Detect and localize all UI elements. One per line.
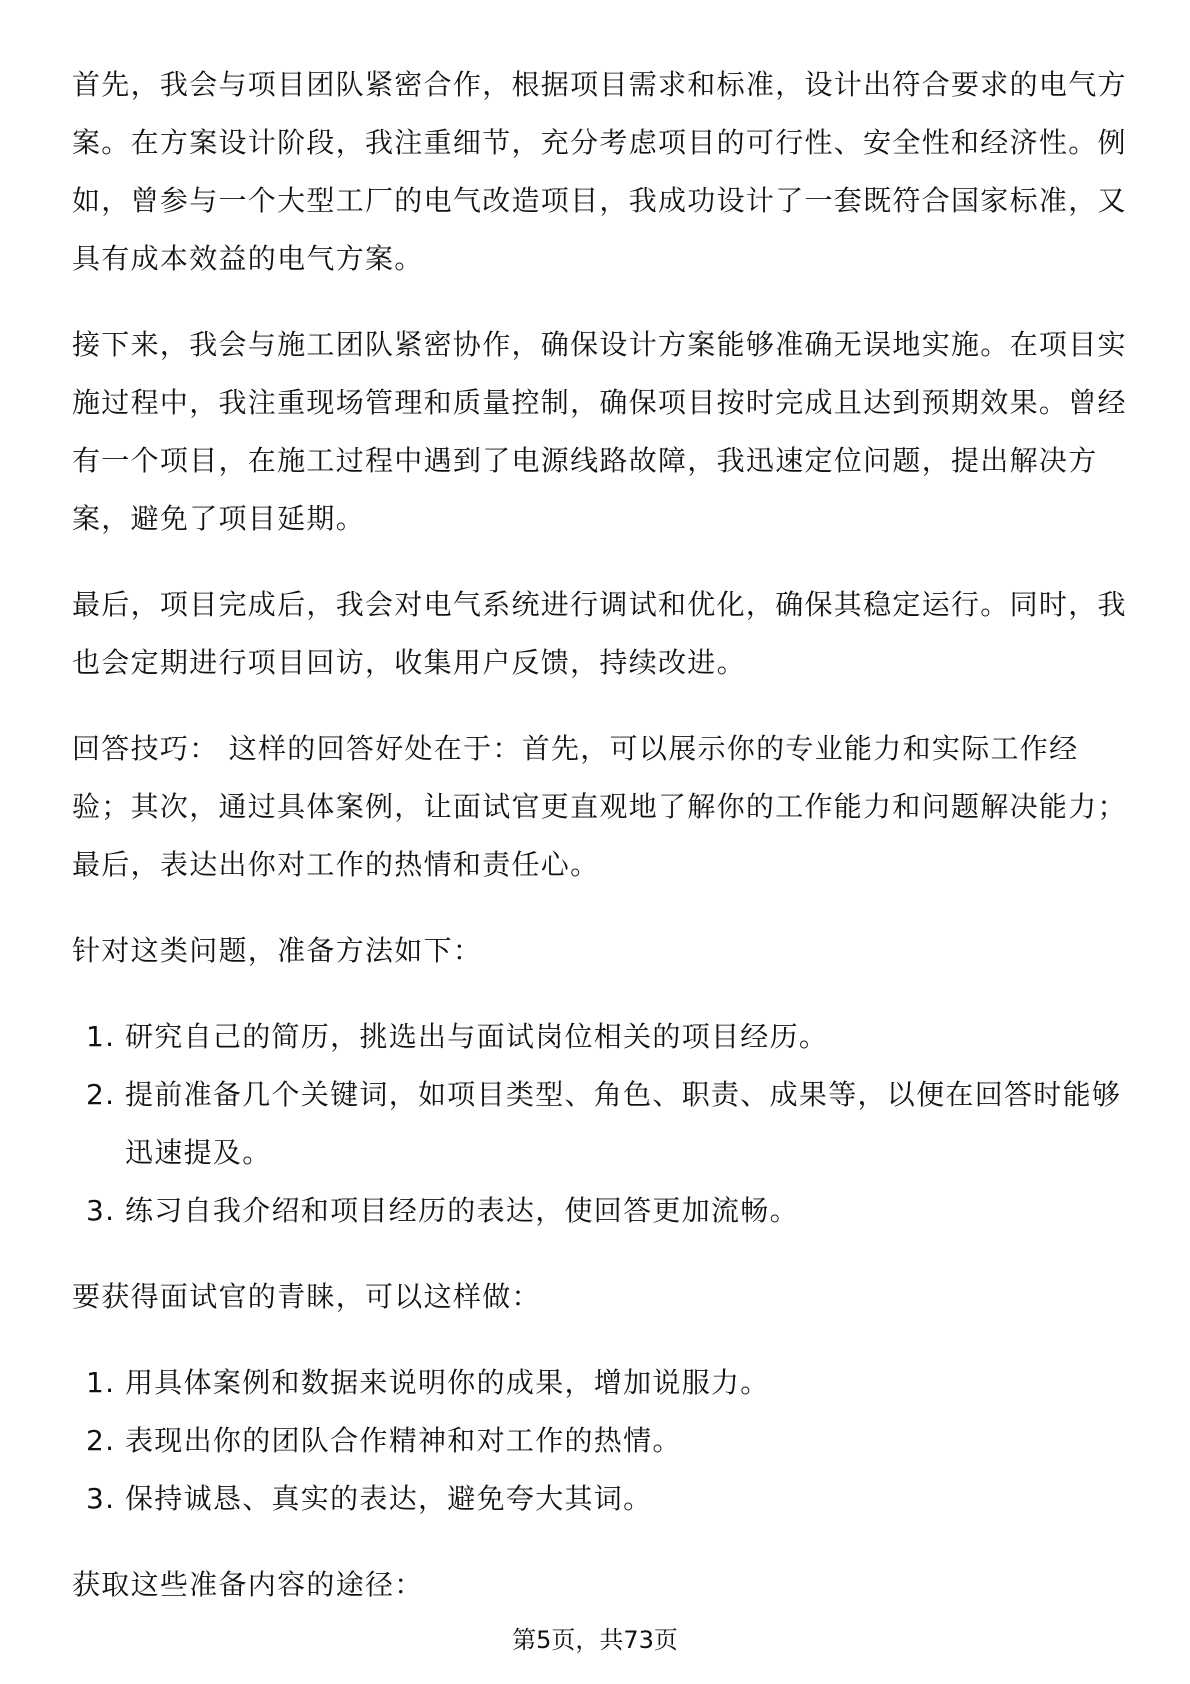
list-item xyxy=(72,1008,1132,1066)
list-number: 3. xyxy=(86,1482,116,1515)
list-item xyxy=(72,1066,1132,1182)
list-item xyxy=(72,1182,1132,1240)
list-text: 练习自我介绍和项目经历的表达，使回答更加流畅。 xyxy=(125,1194,799,1227)
list-text: 保持诚恳、真实的表达，避免夸大其词。 xyxy=(125,1482,653,1515)
list-text: 表现出你的团队合作精神和对工作的热情。 xyxy=(125,1424,682,1457)
impress-list xyxy=(72,1354,1132,1528)
list-text: 用具体案例和数据来说明你的成果，增加说服力。 xyxy=(125,1366,770,1399)
list-text: 提前准备几个关键词，如项目类型、角色、职责、成果等，以便在回答时能够迅速提及。 xyxy=(125,1078,1122,1169)
list-number: 1. xyxy=(86,1366,116,1399)
list-number: 1. xyxy=(86,1020,116,1053)
paragraph-final: 最后，项目完成后，我会对电气系统进行调试和优化，确保其稳定运行。同时，我也会定期进行项目回访，收集用户反馈，持续改进。 xyxy=(72,588,1127,679)
list-text: 研究自己的简历，挑选出与面试岗位相关的项目经历。 xyxy=(125,1020,829,1053)
paragraph-design: 首先，我会与项目团队紧密合作，根据项目需求和标准，设计出符合要求的电气方案。在方案设计阶段，我注重细节，充分考虑项目的可行性、安全性和经济性。例如，曾参与一个大型工厂的电气改造项目，我成功设计了一套既符合国家标准，又具有成本效益的电气方案。 xyxy=(72,68,1127,275)
prep-list xyxy=(72,1008,1132,1240)
list-number: 2. xyxy=(86,1078,116,1111)
list-item xyxy=(72,1470,1132,1528)
paragraph-construction: 接下来，我会与施工团队紧密协作，确保设计方案能够准确无误地实施。在项目实施过程中，我注重现场管理和质量控制，确保项目按时完成且达到预期效果。曾经有一个项目，在施工过程中遇到了电源线路故障，我迅速定位问题，提出解决方案，避免了项目延期。 xyxy=(72,328,1127,535)
list-number: 3. xyxy=(86,1194,116,1227)
list-number: 2. xyxy=(86,1424,116,1457)
paragraph-sources-heading: 获取这些准备内容的途径： xyxy=(72,1568,424,1601)
paragraph-impress-heading: 要获得面试官的青睐，可以这样做： xyxy=(72,1280,541,1313)
list-item xyxy=(72,1354,1132,1412)
paragraph-prep-heading: 针对这类问题，准备方法如下： xyxy=(72,934,483,967)
page-number: 第5页，共73页 xyxy=(512,1626,678,1654)
list-item xyxy=(72,1412,1132,1470)
document-body xyxy=(72,56,1132,1642)
paragraph-tips: 回答技巧： 这样的回答好处在于：首先，可以展示你的专业能力和实际工作经验；其次，通过具体案例，让面试官更直观地了解你的工作能力和问题解决能力；最后，表达出你对工作的热情和责任心。 xyxy=(72,732,1127,881)
